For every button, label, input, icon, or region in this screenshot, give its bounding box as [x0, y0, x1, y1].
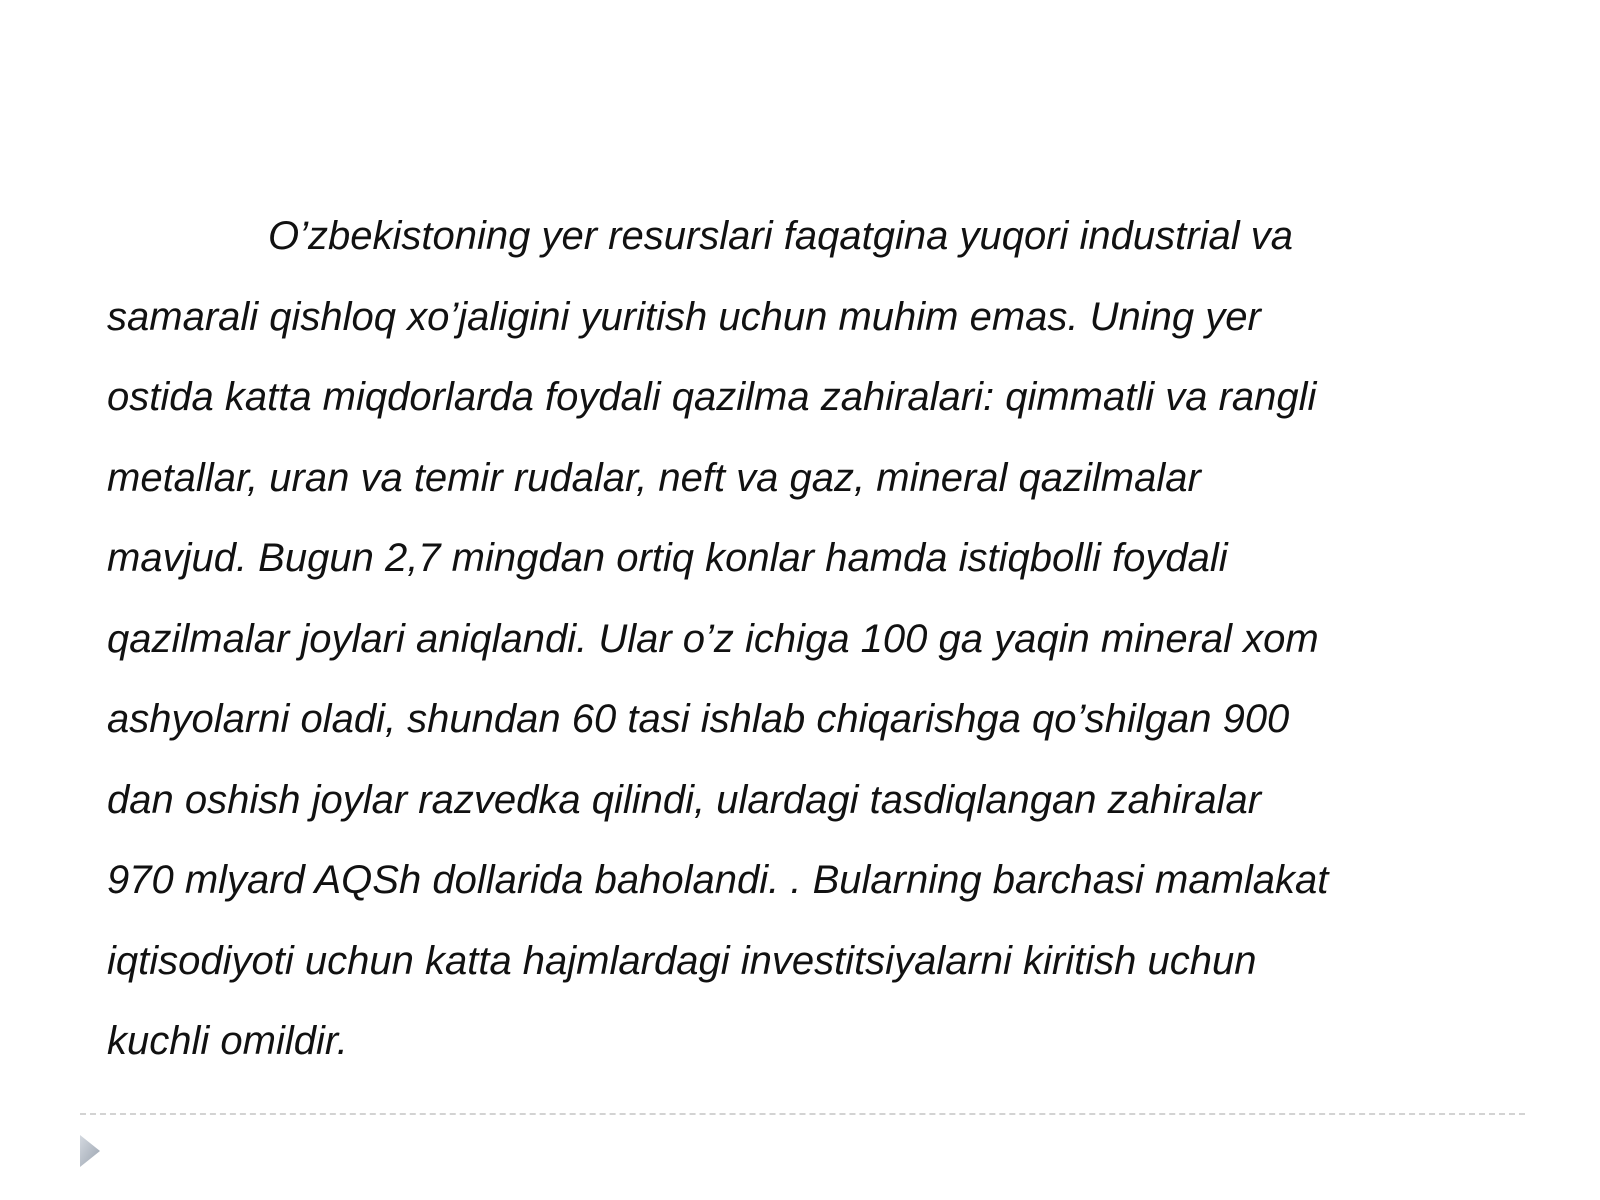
paragraph-line-11: kuchli omildir.	[107, 1019, 348, 1063]
paragraph-line-1: O’zbekistoning yer resurslari faqatgina yuqori industrial va	[268, 214, 1293, 258]
paragraph-line-3: ostida katta miqdorlarda foydali qazilma zahiralari: qimmatli va rangli	[107, 375, 1317, 419]
paragraph-line-5: mavjud. Bugun 2,7 mingdan ortiq konlar hamda istiqbolli foydali	[107, 536, 1228, 580]
slide-body-text	[107, 196, 1547, 1082]
paragraph-line-8: dan oshish joylar razvedka qilindi, ulardagi tasdiqlangan zahiralar	[107, 777, 1262, 822]
paragraph-line-7: ashyolarni oladi, shundan 60 tasi ishlab chiqarishga qo’shilgan 900	[107, 697, 1290, 741]
footer-divider	[80, 1113, 1525, 1115]
paragraph-line-4: metallar, uran va temir rudalar, neft va gaz, mineral qazilmalar	[107, 455, 1201, 500]
paragraph-line-6: qazilmalar joylari aniqlandi. Ular o’z ichiga 100 ga yaqin mineral xom	[107, 616, 1319, 661]
play-arrow-icon[interactable]	[78, 1133, 102, 1169]
paragraph-line-2: samarali qishloq xo’jaligini yuritish uchun muhim emas. Uning yer	[107, 294, 1261, 339]
paragraph-line-10: iqtisodiyoti uchun katta hajmlardagi investitsiyalarni kiritish uchun	[107, 938, 1257, 983]
paragraph-line-9: 970 mlyard AQSh dollarida baholandi. . Bularning barchasi mamlakat	[107, 858, 1329, 902]
